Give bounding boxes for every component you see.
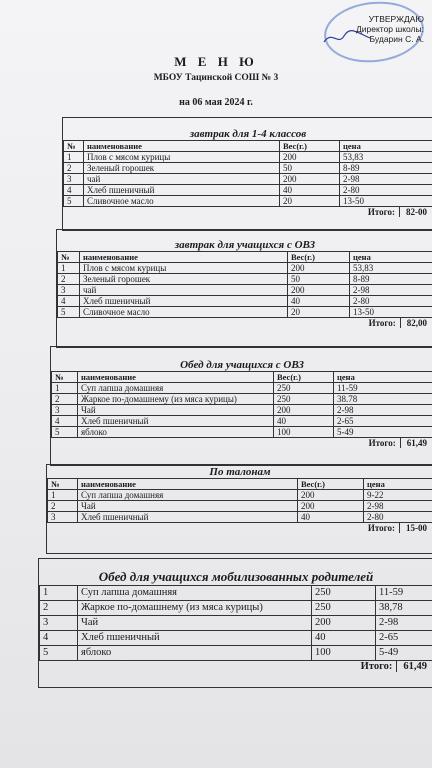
- cell: 3: [64, 174, 84, 185]
- cell: Чай: [78, 616, 312, 631]
- menu-table: [39, 585, 432, 661]
- cell: Зеленый горошек: [80, 274, 288, 285]
- cell: 2: [58, 274, 80, 285]
- table-row: [52, 405, 432, 416]
- school-name: МБОУ Тацинской СОШ № 3: [153, 73, 279, 83]
- table-row: [40, 616, 432, 631]
- menu-block-lunch-mobilized: [38, 558, 432, 688]
- cell: 13-50: [350, 307, 432, 318]
- cell: 40: [312, 631, 376, 646]
- table-row: [64, 196, 432, 207]
- table-row: [58, 274, 432, 285]
- total-value: 61,49: [396, 661, 432, 672]
- col-price: цена: [350, 252, 432, 263]
- cell: Сливочное масло: [84, 196, 280, 207]
- total-label: Итого:: [368, 318, 396, 328]
- cell: 5-49: [376, 646, 432, 661]
- menu-table: [57, 251, 432, 318]
- table-row: [40, 646, 432, 661]
- cell: Хлеб пшеничный: [78, 631, 312, 646]
- cell: 20: [280, 196, 340, 207]
- cell: 9-22: [364, 490, 432, 501]
- cell: 2: [40, 601, 78, 616]
- col-price: цена: [364, 479, 432, 490]
- cell: 2: [48, 501, 78, 512]
- approval-name: Бударин С. А.: [369, 34, 424, 44]
- col-weight: Вес(г.): [274, 372, 334, 383]
- table-header: [48, 479, 432, 490]
- col-name: наименование: [78, 479, 298, 490]
- cell: 4: [64, 185, 84, 196]
- col-weight: Вес(г.): [298, 479, 364, 490]
- menu-block-coupons: [46, 464, 432, 554]
- table-row: [40, 586, 432, 601]
- table-row: [40, 601, 432, 616]
- cell: 5: [52, 427, 78, 438]
- cell: Сливочное масло: [80, 307, 288, 318]
- menu-table: [47, 478, 432, 523]
- cell: 5: [40, 646, 78, 661]
- table-row: [58, 263, 432, 274]
- table-row: [58, 296, 432, 307]
- total-value: 82,00: [400, 318, 432, 328]
- cell: 5-49: [334, 427, 432, 438]
- col-weight: Вес(г.): [280, 141, 340, 152]
- menu-table: [51, 371, 432, 438]
- page-title: М Е Н Ю: [174, 54, 258, 69]
- cell: 38,78: [376, 601, 432, 616]
- cell: Хлеб пшеничный: [84, 185, 280, 196]
- cell: Чай: [78, 501, 298, 512]
- col-price: цена: [334, 372, 432, 383]
- menu-table: [63, 140, 432, 207]
- col-weight: Вес(г.): [288, 252, 350, 263]
- cell: 40: [280, 185, 340, 196]
- col-num: №: [48, 479, 78, 490]
- cell: 2-80: [350, 296, 432, 307]
- cell: Плов с мясом курицы: [84, 152, 280, 163]
- cell: Зеленый горошек: [84, 163, 280, 174]
- cell: 40: [298, 512, 364, 523]
- table-row: [64, 163, 432, 174]
- cell: Хлеб пшеничный: [78, 512, 298, 523]
- cell: 100: [312, 646, 376, 661]
- total-value: 61,49: [400, 438, 432, 448]
- menu-block-breakfast-ovz: [56, 229, 432, 348]
- cell: 200: [298, 501, 364, 512]
- col-num: №: [64, 141, 84, 152]
- total-row: [47, 523, 432, 533]
- cell: 3: [58, 285, 80, 296]
- total-row: [39, 661, 432, 672]
- table-row: [40, 631, 432, 646]
- block-title: завтрак для 1-4 классов: [189, 128, 307, 140]
- block-title: Обед для учащихся с ОВЗ: [180, 359, 304, 371]
- cell: 4: [58, 296, 80, 307]
- cell: Хлеб пшеничный: [78, 416, 274, 427]
- total-label: Итого:: [367, 523, 395, 533]
- cell: 2-98: [376, 616, 432, 631]
- cell: 250: [312, 586, 376, 601]
- table-header: [52, 372, 432, 383]
- cell: 100: [274, 427, 334, 438]
- cell: 11-59: [334, 383, 432, 394]
- menu-block-lunch-ovz: [50, 346, 432, 466]
- col-num: №: [58, 252, 80, 263]
- table-row: [64, 174, 432, 185]
- cell: 2-65: [334, 416, 432, 427]
- cell: 250: [312, 601, 376, 616]
- table-row: [58, 285, 432, 296]
- cell: 1: [58, 263, 80, 274]
- block-title: По талонам: [209, 466, 271, 478]
- table-row: [64, 152, 432, 163]
- cell: 200: [298, 490, 364, 501]
- menu-block-breakfast-1-4: [62, 117, 432, 231]
- cell: Плов с мясом курицы: [80, 263, 288, 274]
- table-row: [52, 427, 432, 438]
- total-row: [63, 207, 432, 217]
- cell: яблоко: [78, 427, 274, 438]
- cell: Жаркое по-домашнему (из мяса курицы): [78, 601, 312, 616]
- block-title: Обед для учащихся мобилизованных родителей: [98, 569, 374, 584]
- table-row: [52, 394, 432, 405]
- cell: 200: [274, 405, 334, 416]
- cell: Суп лапша домашняя: [78, 383, 274, 394]
- cell: Жаркое по-домашнему (из мяса курицы): [78, 394, 274, 405]
- cell: 4: [40, 631, 78, 646]
- cell: Хлеб пшеничный: [80, 296, 288, 307]
- cell: 2-98: [334, 405, 432, 416]
- menu-date: на 06 мая 2024 г.: [179, 97, 253, 108]
- table-row: [64, 185, 432, 196]
- cell: яблоко: [78, 646, 312, 661]
- approval-title: УТВЕРЖДАЮ: [368, 14, 424, 24]
- col-num: №: [52, 372, 78, 383]
- cell: 200: [312, 616, 376, 631]
- table-row: [48, 501, 432, 512]
- cell: 4: [52, 416, 78, 427]
- approval-block: [356, 14, 424, 44]
- cell: 5: [58, 307, 80, 318]
- cell: 3: [52, 405, 78, 416]
- table-header: [58, 252, 432, 263]
- cell: 38.78: [334, 394, 432, 405]
- cell: 50: [280, 163, 340, 174]
- cell: 5: [64, 196, 84, 207]
- table-row: [52, 416, 432, 427]
- table-header: [64, 141, 432, 152]
- cell: 1: [64, 152, 84, 163]
- cell: 20: [288, 307, 350, 318]
- cell: чай: [84, 174, 280, 185]
- cell: 2-80: [340, 185, 432, 196]
- cell: 53,83: [340, 152, 432, 163]
- cell: 2-98: [340, 174, 432, 185]
- cell: 2-80: [364, 512, 432, 523]
- table-row: [58, 307, 432, 318]
- cell: 250: [274, 394, 334, 405]
- cell: чай: [80, 285, 288, 296]
- cell: 2-98: [364, 501, 432, 512]
- col-name: наименование: [80, 252, 288, 263]
- cell: 200: [280, 152, 340, 163]
- table-row: [48, 512, 432, 523]
- cell: 2-98: [350, 285, 432, 296]
- col-name: наименование: [78, 372, 274, 383]
- cell: Суп лапша домашняя: [78, 490, 298, 501]
- cell: 1: [48, 490, 78, 501]
- cell: 40: [288, 296, 350, 307]
- cell: 200: [288, 285, 350, 296]
- total-row: [57, 318, 432, 328]
- cell: 2-65: [376, 631, 432, 646]
- cell: 1: [40, 586, 78, 601]
- total-value: 82-00: [399, 207, 432, 217]
- cell: 50: [288, 274, 350, 285]
- cell: 2: [64, 163, 84, 174]
- col-price: цена: [340, 141, 432, 152]
- total-label: Итого:: [367, 207, 395, 217]
- total-value: 15-00: [399, 523, 432, 533]
- approval-position: Директор школы:: [356, 24, 424, 34]
- cell: Суп лапша домашняя: [78, 586, 312, 601]
- cell: 2: [52, 394, 78, 405]
- table-row: [52, 383, 432, 394]
- cell: 1: [52, 383, 78, 394]
- total-label: Итого:: [368, 438, 396, 448]
- cell: 250: [274, 383, 334, 394]
- cell: 3: [40, 616, 78, 631]
- col-name: наименование: [84, 141, 280, 152]
- cell: 40: [274, 416, 334, 427]
- total-row: [51, 438, 432, 448]
- block-title: завтрак для учащихся с ОВЗ: [174, 239, 316, 251]
- table-row: [48, 490, 432, 501]
- cell: 8-89: [340, 163, 432, 174]
- cell: 13-50: [340, 196, 432, 207]
- cell: 11-59: [376, 586, 432, 601]
- cell: 3: [48, 512, 78, 523]
- cell: 53,83: [350, 263, 432, 274]
- cell: 200: [288, 263, 350, 274]
- cell: Чай: [78, 405, 274, 416]
- total-label: Итого:: [360, 661, 393, 672]
- cell: 8-89: [350, 274, 432, 285]
- cell: 200: [280, 174, 340, 185]
